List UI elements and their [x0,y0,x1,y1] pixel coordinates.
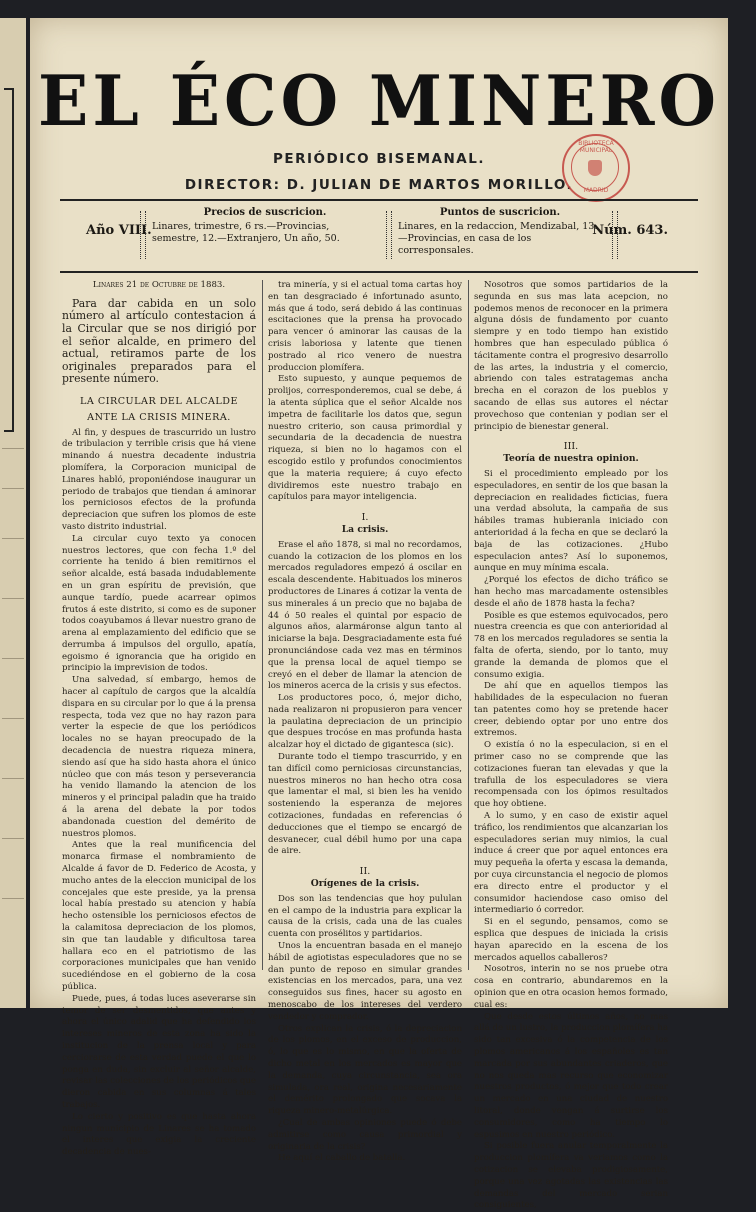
column-divider [468,280,469,970]
paragraph: ¿Porqué los efectos de dicho tráfico se han hecho mas marcadamente ostensibles desde el año de 1878 hasta la fecha? [474,575,668,609]
paragraph: Posible es que estemos equivocados, pero nuestra creencia es que con anterioridad al 78 en los mercados reguladores se sentia la falta de oferta, siendo, por lo tanto, muy grande la demanda de plomos que el consumo exigia. [474,610,668,680]
paragraph: Lo cierto y positivo es que hasta ahora ningun municipio de Linares se ha tomado el interes que exigia la creciente decadencia de nues- [62,1111,256,1158]
paragraph: Dos son las tendencias que hoy pululan en el campo de la industria para explicar la causa de la crisis, cada una de las cuales cuenta con prosélitos y partidarios. [268,893,462,940]
paragraph: Puede, pues, á todas luces aseverarse sin temor de ser desmentidos, que antes y ahora el único adalid que ha defendido los intereses mineros de esta zona ha sido la institucion de la prensa local y para cerciorarse de esta verdad puede el que lo ponga en duda, sin excluir al señor alcalde, revisar las colecciones de los periódicos que dieron cabida en sus columnas á tales trabajos. [62,993,256,1110]
section-number: III. [563,441,579,453]
paragraph: Si posible fuera anular temporalmente la produccion plomífera va veriamos como la cotizacion se elevaba prodigiosamente, porque una vez agotadas las existencias las demandas del mercado serian consiguientes, [474,1141,668,1211]
top-rule [60,199,698,201]
paragraph: He aquí el caballo de batalla. [278,1153,406,1164]
section-title: La crisis. [341,523,389,535]
paragraph: Los productores poco, ó, mejor dicho, nada realizaron ni propusieron para vencer la paulatina depreciacion de un principio que despues trocóse en mas profunda hasta alcalzar hoy el dictado de gigantesca (sic). [268,693,462,751]
paragraph: tra minería, y si el actual toma cartas hoy en tan desgraciado é infortunado asunto, más que á todo, será debido á las continuas escitaciones que la prensa ha provocado para vencer ó aminorar las causas de la crisis laboriosa y latente que tienen postrado al rico venero de nuestra produccion plomífera. [268,280,462,373]
adjacent-page-border [4,88,14,432]
subscription-points [398,207,602,257]
separator [140,211,146,259]
section-title: Teoría de nuestra opinion. [503,453,639,465]
column-divider [262,280,263,970]
library-stamp [562,134,630,202]
paragraph: Que desde estos últimos años, no mas allá de un lustro, la produccion plomífera ha sido tan excesiva ó la competencia de los plomos americanos á los españoles es tan marcada por sus abundantes criaderos, que no nos queda mas recurso que economizar nuestros productos, ó mejor que todo crear un mercado en una ciudad de nuestro litoral, donde vengan á surtirse los consumidores, como ha tiempo lo espusimos en nuestro periódico. [474,1011,668,1140]
column-2 [268,280,462,1165]
crest-icon [588,160,602,176]
stamp-top-text: BIBLIOTECA MUNICIPAL [578,140,614,154]
lead-notice: Para dar cabida en un solo número al artículo contestacion á la Circular que se nos dirigió por el señor alcalde, en primero del actual, retiramos parte de los originales preparados para el presente número. [62,296,256,386]
paragraph: Nosotros, interin no se nos pruebe otra cosa en contrario, abundaremos en la opinion que en otra ocasion hemos formado, cual es: [474,964,668,1010]
issue-number: Núm. 643. [592,223,668,238]
info-bar [60,203,698,269]
paragraph: ¿Cual de ambas opiniones puede ó debe admitirse como causa primordial y originaria de la crisis? [268,1117,462,1152]
points-text: Linares, en la redaccion, Mendizabal, 13.—Provincias, en casa de los corresponsales. [398,221,598,256]
paragraph: Si en el segundo, pensamos, como se esplica que despues de iniciada la crisis hayan aparecido en la escena de los mercados aquellos caballeros? [474,917,668,963]
year-label: Año VIII. [86,223,152,238]
masthead-director: DIRECTOR: D. JULIAN DE MARTOS MORILLO. [184,177,574,193]
paragraph: Una salvedad, sí embargo, hemos de hacer al capítulo de cargos que la alcaldía dispara en su circular por lo que á la prensa respecta, toda vez que no hay razon para verter la especie de que los periódicos locales no se hayan preocupado de la decadencia de nuestra riqueza minera, siendo así que ha sido hasta ahora el único núcleo que con más teson y perseverancia ha venido llamando la atencion de los mineros y el principal paladin que ha traido á la arena del debate la por todos abandonada cuestion del demérito de nuestros plomos. [62,675,256,839]
points-title: Puntos de suscricion. [439,207,561,218]
paragraph: Esto supuesto, y aunque pequemos de prolijos, corresponderemos, cual se debe, á la atenta súplica que el señor Alcalde nos impetra de facilitarle los datos que, segun nuestro criterio, son causa primordial y secundaria de la decadencia de nuestra riqueza, si bien no lo hagamos con el escogido estilo y profundos conocimientos que la materia requiere; á cuyo efecto dividiremos este nuestro trabajo en capítulos para mayor inteligencia. [268,374,462,503]
paragraph: Otros explican la crisis, ó la depreciacion de los plomos, en el exceso de produccion, ó, lo que es lo mismo, en que la oferta de dicho metal en los mercados es mayor que la demanda, cuya circunstancia, sea ora simulada, ora real, origina necesariamente el demérito prolongado que socava la riqueza minero-metalúrgica. [268,1023,462,1117]
paragraph: O existía ó no la especulacion, si en el primer caso no se comprende que las cotizaciones fueran tan elevadas y que la trafulla de los especuladores se viera recompensada con los ópimos resultados que hoy obtiene. [474,740,668,810]
article-subheading: ANTE LA CRISIS MINERA. [87,411,231,423]
masthead-subtitle: PERIÓDICO BISEMANAL. [273,151,485,167]
paragraph: Durante todo el tiempo trascurrido, y en tan difícil como perniciosas circunstancias, nuestros mineros no han hecho otra cosa que lamentar el mal, si bien les ha venido sosteniendo la esperanza de mejores cotizaciones, fundadas en referencias ó deducciones que el tiempo se encargó de desvanecer, cual débil humo por una capa de aire. [268,752,462,857]
column-3 [474,280,668,1212]
bottom-rule [60,271,698,273]
paragraph: De ahí que en aquellos tiempos las habilidades de la especulacion no fueran tan patentes como hoy se pretende hacer creer, debiendo optar por uno entre dos extremos. [474,681,668,739]
paragraph: Erase el año 1878, si mal no recordamos, cuando la cotizacion de los plomos en los mercados reguladores empezó á oscilar en escala descendente. Habituados los mineros productores de Linares á cotizar la venta de sus minerales á un precio que no bajaba de 44 ó 50 reales el quintal por espacio de algunos años, alarmáronse algun tanto al iniciarse la baja. Desgraciadamente esta fué pronunciándose cada vez mas en términos que la prensa local de aquel tiempo se creyó en el deber de llamar la atencion de los mineros acerca de la crisis y sus efectos. [268,539,462,692]
prices-title: Precios de suscricion. [203,207,327,218]
newspaper-page [30,18,728,1211]
masthead-title: EL ÉCO MINERO [38,60,720,142]
paragraph: A lo sumo, y en caso de existir aquel tráfico, los rendimientos que alcanzarian los especuladores serian muy nimios, la cual induce á creer que por aquel entonces era muy pequeña la oferta y escasa la demanda, por cuya circunstancia el negocio de plomos era directo entre el productor y el consumidor haciendose caso omiso del intermediario ó corredor. [474,811,668,916]
paragraph: Al fin, y despues de trascurrido un lustro de tribulacion y terrible crisis que há viene minando á nuestra decadente industria plomífera, la Corporacion municipal de Linares habló, proponiéndose inaugurar un periodo de trabajos que tiendan á aminorar los perniciosos efectos de la profunda depreciacion que sufren los plomos de este vasto distrito industrial. [62,427,256,532]
paragraph: Unos la encuentran basada en el manejo hábil de agiotistas especuladores que no se dan punto de reposo en simular grandes existencias en los mercados, para, una vez conseguidos sus fines, hacer su agosto en menoscabo de los intereses del verdero vendedor y comprador. [268,941,462,1022]
adjacent-page-strip [0,18,26,1008]
paragraph: Antes que la real munificencia del monarca firmase el nombramiento de Alcalde á favor de D. Federico de Acosta, y mucho antes de la eleccion municipal de los concejales que este preside, ya la prensa local había prestado su atencion y había hecho ostensible los perniciosos efectos de la calamitosa depreciacion de los plomos, sin que tan laudable y dificultosa tarea hallara eco en el patriotismo de las corporaciones municipales que han venido sucediéndose en el gobierno de la cosa pública. [62,840,256,992]
stamp-bottom-text: MADRID [583,187,609,194]
paragraph: Nosotros que somos partidarios de la segunda en sus mas lata acepcion, no podemos menos de reconocer en la primera alguna dósis de fundamento por cuanto siempre y en todo tiempo han existido hombres que han especulado pública ó tácitamente contra el progresivo desarrollo de las artes, la industria y el comercio, abriendo con tales estratagemas ancha brecha en el corazon de los pueblos y sacando de ellas sus autores el néctar provechoso que contenian y podian ser el principio de bienestar general. [474,280,668,432]
paragraph: Si el procedimiento empleado por los especuladores, en sentir de los que basan la depreciacion en realidades ficticias, fuera una verdad absoluta, la campaña de sus hábiles tramas hubieranla iniciado con anterioridad á la fecha en que se declaró la baja de las cotizaciones. ¿Hubo especulacion antes? Así lo suponemos, aunque en muy mínima escala. [474,468,668,574]
section-number: I. [361,512,369,524]
separator [386,211,392,259]
subscription-prices [152,207,378,245]
column-1 [62,280,256,1159]
prices-text: Linares, trimestre, 6 rs.—Provincias, semestre, 12.—Extranjero, Un año, 50. [152,221,340,244]
article-heading: LA CIRCULAR DEL ALCALDE [80,395,238,407]
paragraph: La circular cuyo texto ya conocen nuestros lectores, que con fecha 1.º del corriente ha tenido á bien remitirnos el señor alcalde, está basada indudablemente en un gran espíritu de previsión, que aunque tardío, puede acarrear opimos frutos á este distrito, si como es de suponer todos coayubamos á llevar nuestro grano de arena al emplazamiento del edificio que se derrumba á impulsos del orgullo, apatía, egoismo é ignorancia que ha origido en principio la imprevision de todos. [62,533,256,674]
section-title: Orígenes de la crisis. [310,878,420,890]
section-number: II. [359,866,371,878]
article-date: Linares 21 de Octubre de 1883. [92,280,226,290]
